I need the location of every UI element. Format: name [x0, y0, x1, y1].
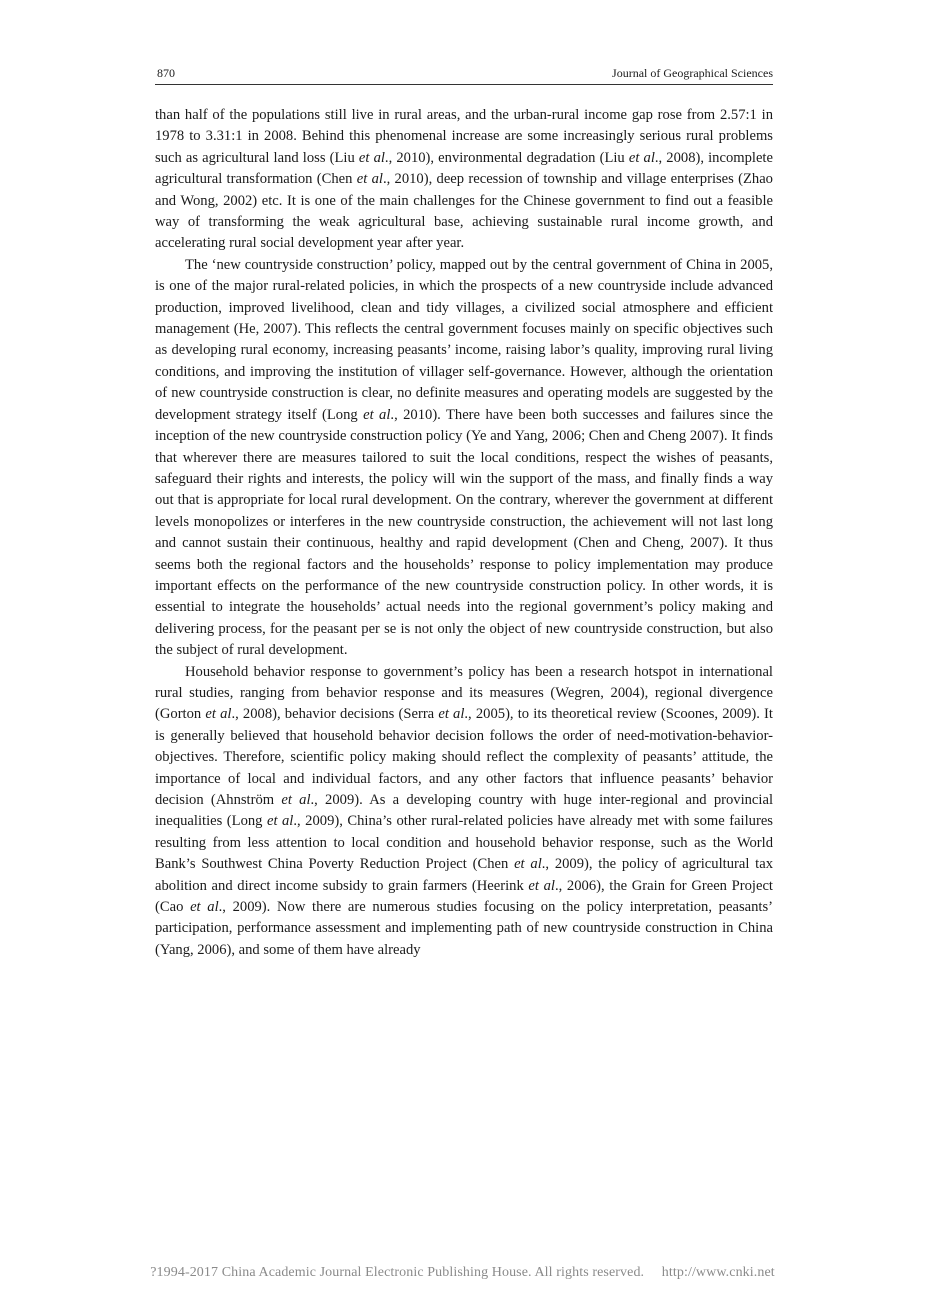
footer-url-link[interactable]: http://www.cnki.net — [661, 1265, 775, 1280]
article-body — [155, 105, 773, 961]
journal-name: Journal of Geographical Sciences — [612, 66, 773, 80]
page-footer — [0, 1265, 925, 1281]
running-header — [155, 62, 773, 85]
page-number: 870 — [157, 66, 175, 80]
paragraph-continued: than half of the populations still live in rural areas, and the urban-rural income gap rose from 2.57:1 in 1978 to 3.31:1 in 2008. Behind this phenomenal increase are some increasingly serious rural problems such as agricultural land loss (Liu et al., 2010), environmental degradation (Liu et al., 2008), incomplete agricultural transformation (Chen et al., 2010), deep recession of township and village enterprises (Zhao and Wong, 2002) etc. It is one of the main challenges for the Chinese government to find out a feasible way of transforming the weak agricultural base, achieving sustainable rural income growth, and accelerating rural social development year after year. — [155, 107, 773, 252]
paragraph-household-behavior: Household behavior response to government’s policy has been a research hotspot in international rural studies, ranging from behavior response and its measures (Wegren, 2004), regional divergence (Gorton et al., 2008), behavior decisions (Serra et al., 2005), to its theoretical review (Scoones, 2009). It is generally believed that household behavior decision follows the order of need-motivation-behavior-objectives. Therefore, scientific policy making should reflect the complexity of peasants’ attitude, the importance of local and individual factors, and any other factors that influence peasants’ behavior decision (Ahnström et al., 2009). As a developing country with huge inter-regional and provincial inequalities (Long et al., 2009), China’s other rural-related policies have already met with some failures resulting from less attention to local condition and household behavior response, such as the World Bank’s Southwest China Poverty Reduction Project (Chen et al., 2009), the policy of agricultural tax abolition and direct income subsidy to grain farmers (Heerink et al., 2006), the Grain for Green Project (Cao et al., 2009). Now there are numerous studies focusing on the policy interpretation, peasants’ participation, performance assessment and implementing path of new countryside construction in China (Yang, 2006), and some of them have already — [155, 663, 773, 958]
copyright-notice: ?1994-2017 China Academic Journal Electronic Publishing House. All rights reserved. — [150, 1265, 645, 1280]
paragraph-new-countryside-policy: The ‘new countryside construction’ policy, mapped out by the central government of China in 2005, is one of the major rural-related policies, in which the prospects of a new countryside include advanced production, improved livelihood, clean and tidy villages, a civilized social atmosphere and efficient management (He, 2007). This reflects the central government focuses mainly on specific objectives such as developing rural economy, increasing peasants’ income, raising labor’s quality, improving rural living conditions, and improving the institution of villager self-governance. However, although the orientation of new countryside construction is clear, no definite measures and operating models are suggested by the development strategy itself (Long et al., 2010). There have been both successes and failures since the inception of the new countryside construction policy (Ye and Yang, 2006; Chen and Cheng 2007). It finds that wherever there are measures tailored to suit the local conditions, respect the wishes of peasants, safeguard their rights and interests, the policy will win the support of the mass, and finally finds a way out that is appropriate for local rural development. On the contrary, wherever the government at different levels monopolizes or interferes in the new countryside construction, the achievement will not last long and cannot sustain their continuous, healthy and rapid development (Chen and Cheng, 2007). It thus seems both the regional factors and the households’ response to policy implementation may produce important effects on the performance of the new countryside construction policy. In other words, it is essential to integrate the households’ actual needs into the regional government’s policy making and delivering process, for the peasant per se is not only the object of new countryside construction, but also the subject of rural development. — [155, 256, 773, 659]
